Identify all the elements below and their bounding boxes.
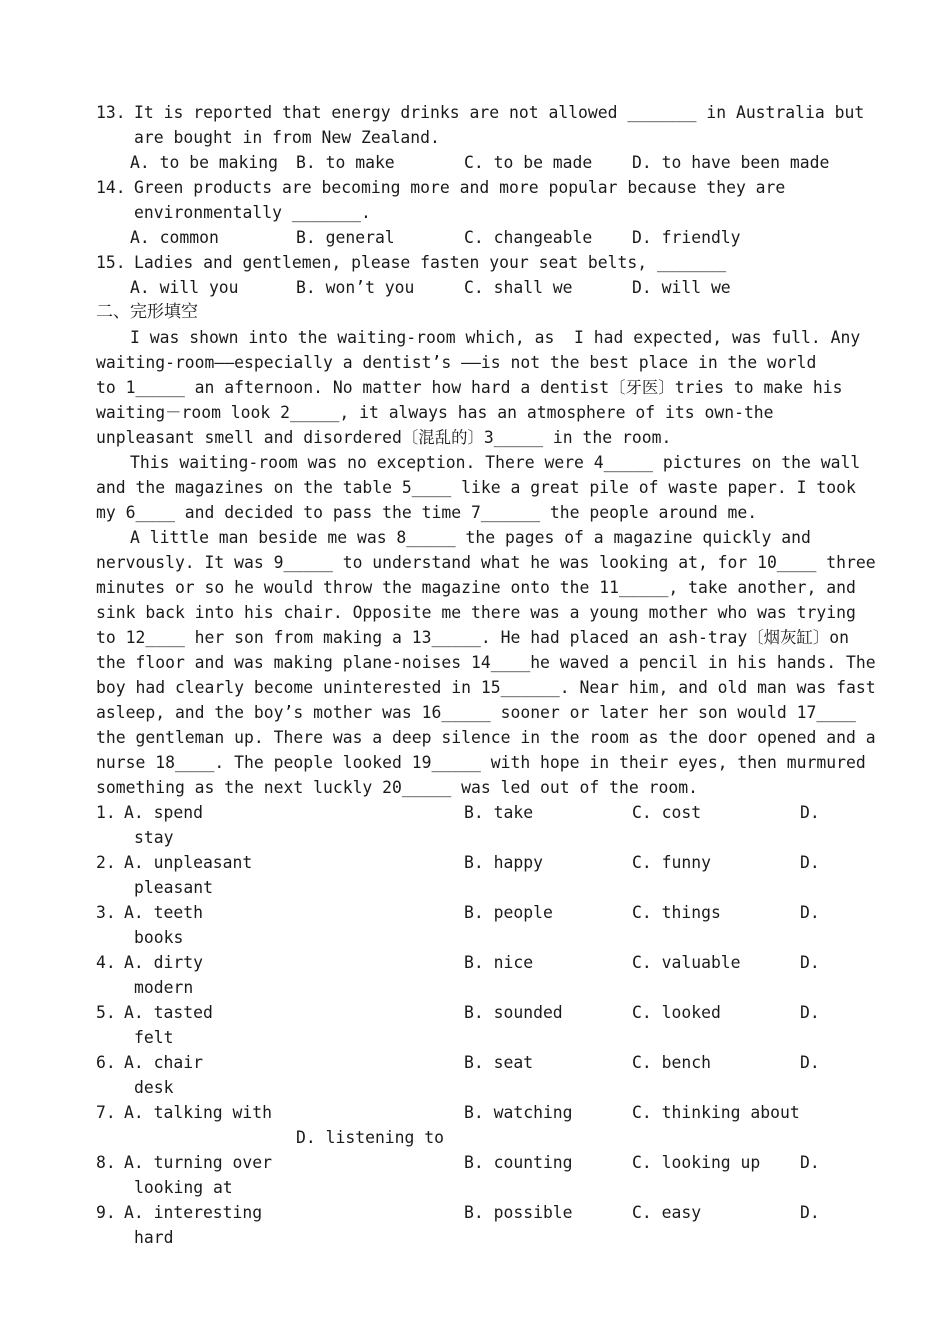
- option-a: A. to be making: [130, 153, 279, 172]
- option-d-word: looking at: [134, 1178, 233, 1197]
- option-d-label: D.: [800, 1203, 820, 1222]
- option-a: A. unpleasant: [124, 853, 253, 872]
- option-number: 9.: [96, 1203, 116, 1222]
- option-c: C. looking up: [632, 1153, 761, 1172]
- option-c: C. cost: [632, 803, 702, 822]
- question-stem: Green products are becoming more and more popular because they are: [134, 178, 786, 197]
- question-stem: It is reported that energy drinks are not allowed _______ in Australia but: [134, 103, 865, 122]
- option-number: 5.: [96, 1003, 116, 1022]
- option-b: B. general: [296, 228, 395, 247]
- passage-line: I was shown into the waiting-room which, as I had expected, was full. Any: [130, 328, 861, 347]
- question-stem: Ladies and gentlemen, please fasten your seat belts, _______: [134, 253, 727, 272]
- option-b: B. people: [464, 903, 553, 922]
- passage-line: the gentleman up. There was a deep silence in the room as the door opened and a: [96, 728, 876, 747]
- option-c: C. shall we: [464, 278, 573, 297]
- option-d: D. will we: [632, 278, 731, 297]
- option-d-word: modern: [134, 978, 194, 997]
- option-d: D. to have been made: [632, 153, 830, 172]
- option-d-label: D.: [800, 953, 820, 972]
- option-d-label: D.: [800, 1053, 820, 1072]
- passage-line: This waiting-room was no exception. There were 4_____ pictures on the wall: [130, 453, 861, 472]
- option-a: A. spend: [124, 803, 203, 822]
- passage-line: nervously. It was 9_____ to understand what he was looking at, for 10____ three: [96, 553, 876, 572]
- option-a: A. will you: [130, 278, 239, 297]
- option-b: B. counting: [464, 1153, 573, 1172]
- option-d: D. listening to: [296, 1128, 445, 1147]
- option-d-word: desk: [134, 1078, 174, 1097]
- option-d-word: felt: [134, 1028, 174, 1047]
- passage-line: and the magazines on the table 5____ like a great pile of waste paper. I took: [96, 478, 856, 497]
- option-a: A. interesting: [124, 1203, 263, 1222]
- option-number: 4.: [96, 953, 116, 972]
- question-stem-cont: environmentally _______.: [134, 203, 371, 222]
- option-c: C. things: [632, 903, 721, 922]
- passage-line: minutes or so he would throw the magazine onto the 11_____, take another, and: [96, 578, 856, 597]
- option-number: 1.: [96, 803, 116, 822]
- option-a: A. teeth: [124, 903, 203, 922]
- option-d-label: D.: [800, 803, 820, 822]
- option-b: B. won’t you: [296, 278, 415, 297]
- option-c: C. changeable: [464, 228, 593, 247]
- option-b: B. happy: [464, 853, 543, 872]
- option-number: 2.: [96, 853, 116, 872]
- option-c: C. to be made: [464, 153, 593, 172]
- option-d: D. friendly: [632, 228, 741, 247]
- option-d-word: hard: [134, 1228, 174, 1247]
- option-c: C. looked: [632, 1003, 721, 1022]
- option-d-word: stay: [134, 828, 174, 847]
- option-a: A. dirty: [124, 953, 203, 972]
- option-b: B. seat: [464, 1053, 534, 1072]
- option-c: C. thinking about: [632, 1103, 800, 1122]
- option-c: C. bench: [632, 1053, 711, 1072]
- option-d-word: pleasant: [134, 878, 213, 897]
- question-number: 14.: [96, 178, 126, 197]
- option-a: A. talking with: [124, 1103, 273, 1122]
- option-c: C. valuable: [632, 953, 741, 972]
- option-a: A. tasted: [124, 1003, 213, 1022]
- option-b: B. take: [464, 803, 534, 822]
- passage-line: the floor and was making plane-noises 14____he waved a pencil in his hands. The: [96, 653, 876, 672]
- passage-line: my 6____ and decided to pass the time 7______ the people around me.: [96, 503, 758, 522]
- section-title: 二、完形填空: [96, 302, 198, 322]
- question-number: 13.: [96, 103, 126, 122]
- option-number: 8.: [96, 1153, 116, 1172]
- passage-line: nurse 18____. The people looked 19_____ with hope in their eyes, then murmured: [96, 753, 866, 772]
- option-number: 6.: [96, 1053, 116, 1072]
- option-d-label: D.: [800, 1153, 820, 1172]
- option-d-label: D.: [800, 853, 820, 872]
- passage-line: waiting-room——especially a dentist’s ——is not the best place in the world: [96, 353, 817, 372]
- option-number: 7.: [96, 1103, 116, 1122]
- option-a: A. chair: [124, 1053, 203, 1072]
- question-number: 15.: [96, 253, 126, 272]
- question-stem-cont: are bought in from New Zealand.: [134, 128, 440, 147]
- option-b: B. to make: [296, 153, 395, 172]
- passage-line: unpleasant smell and disordered〔混乱的〕3_____ in the room.: [96, 428, 672, 447]
- passage-line: asleep, and the boy’s mother was 16_____ sooner or later her son would 17____: [96, 703, 856, 722]
- passage-line: to 1_____ an afternoon. No matter how hard a dentist〔牙医〕tries to make his: [96, 378, 843, 397]
- passage-line: sink back into his chair. Opposite me there was a young mother who was trying: [96, 603, 856, 622]
- option-c: C. funny: [632, 853, 711, 872]
- passage-line: something as the next luckly 20_____ was led out of the room.: [96, 778, 698, 797]
- passage-line: A little man beside me was 8_____ the pages of a magazine quickly and: [130, 528, 811, 547]
- passage-line: waiting－room look 2_____, it always has an atmosphere of its own-the: [96, 403, 774, 422]
- option-b: B. nice: [464, 953, 534, 972]
- passage-line: to 12____ her son from making a 13_____. He had placed an ash-tray〔烟灰缸〕on: [96, 628, 849, 647]
- passage-line: boy had clearly become uninterested in 15______. Near him, and old man was fast: [96, 678, 876, 697]
- option-b: B. possible: [464, 1203, 573, 1222]
- option-b: B. sounded: [464, 1003, 563, 1022]
- option-d-word: books: [134, 928, 184, 947]
- option-a: A. common: [130, 228, 219, 247]
- option-a: A. turning over: [124, 1153, 273, 1172]
- option-b: B. watching: [464, 1103, 573, 1122]
- option-number: 3.: [96, 903, 116, 922]
- option-c: C. easy: [632, 1203, 702, 1222]
- option-d-label: D.: [800, 903, 820, 922]
- option-d-label: D.: [800, 1003, 820, 1022]
